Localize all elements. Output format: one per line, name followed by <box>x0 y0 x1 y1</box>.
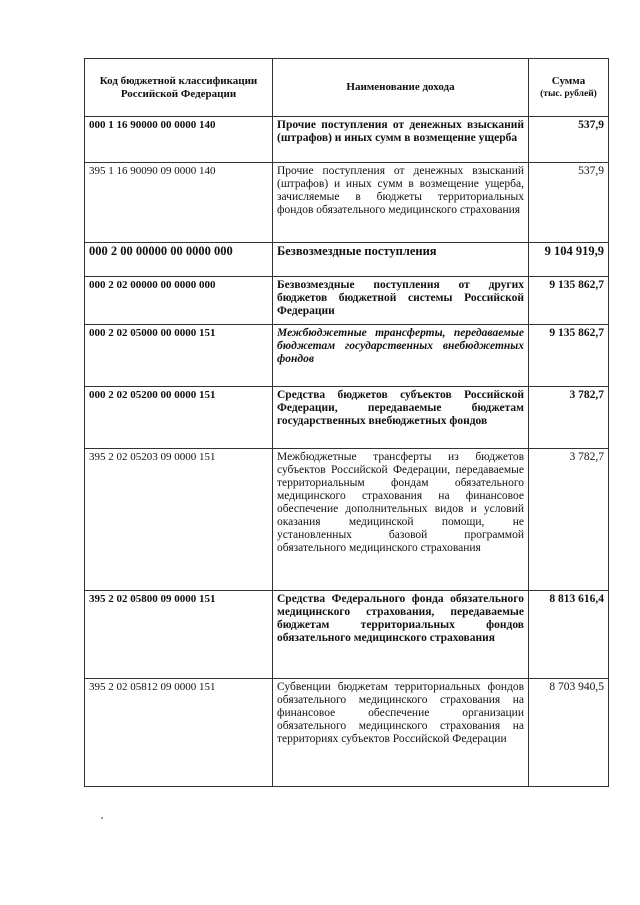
row-code: 395 1 16 90090 09 0000 140 <box>85 163 273 243</box>
row-code: 000 2 02 05000 00 0000 151 <box>85 325 273 387</box>
table-row <box>85 325 609 387</box>
scan-speck <box>101 817 103 819</box>
header-code-column: Код бюджетной классификации Российской Федерации <box>85 59 273 117</box>
row-name: Средства бюджетов субъектов Российской Федерации, передаваемые бюджетам государственных внебюджетных фондов <box>273 387 529 449</box>
table-row <box>85 163 609 243</box>
row-code: 395 2 02 05800 09 0000 151 <box>85 591 273 679</box>
row-code: 000 1 16 90000 00 0000 140 <box>85 117 273 163</box>
row-code: 000 2 02 05200 00 0000 151 <box>85 387 273 449</box>
row-name: Межбюджетные трансферты из бюджетов субъектов Российской Федерации, передаваемые территориальным фондам обязательного медицинского страхования на финансовое обеспечение дополнительных видов и условий оказания медицинской помощи, не установленных базовой программой обязательного медицинского страхования <box>273 449 529 591</box>
row-sum: 9 135 862,7 <box>529 325 609 387</box>
row-sum: 9 135 862,7 <box>529 277 609 325</box>
row-sum: 3 782,7 <box>529 449 609 591</box>
table-row <box>85 449 609 591</box>
row-sum: 8 703 940,5 <box>529 679 609 787</box>
header-sum-column <box>529 59 609 117</box>
row-name: Безвозмездные поступления <box>273 243 529 277</box>
table-row <box>85 243 609 277</box>
row-code: 000 2 02 00000 00 0000 000 <box>85 277 273 325</box>
row-sum: 537,9 <box>529 117 609 163</box>
row-name: Межбюджетные трансферты, передаваемые бюджетам государственных внебюджетных фондов <box>273 325 529 387</box>
row-code: 395 2 02 05812 09 0000 151 <box>85 679 273 787</box>
row-sum: 8 813 616,4 <box>529 591 609 679</box>
header-sum-unit: (тыс. рублей) <box>540 88 597 99</box>
table-row <box>85 117 609 163</box>
row-name: Прочие поступления от денежных взысканий (штрафов) и иных сумм в возмещение ущерба, зачисляемые в бюджеты территориальных фондов обязательного медицинского страхования <box>273 163 529 243</box>
row-sum: 537,9 <box>529 163 609 243</box>
row-name: Субвенции бюджетам территориальных фондов обязательного медицинского страхования на финансовое обеспечение организации обязательного медицинского страхования на территориях субъектов Российской Федерации <box>273 679 529 787</box>
row-code: 000 2 00 00000 00 0000 000 <box>85 243 273 277</box>
table-header-row <box>85 59 609 117</box>
table-row <box>85 591 609 679</box>
income-table <box>84 58 609 787</box>
table-row <box>85 679 609 787</box>
row-name: Средства Федерального фонда обязательного медицинского страхования, передаваемые бюджетам территориальных фондов обязательного медицинского страхования <box>273 591 529 679</box>
row-sum: 3 782,7 <box>529 387 609 449</box>
row-sum: 9 104 919,9 <box>529 243 609 277</box>
table-row <box>85 387 609 449</box>
header-name-column: Наименование дохода <box>273 59 529 117</box>
header-sum-label: Сумма <box>551 75 586 87</box>
row-name: Безвозмездные поступления от других бюджетов бюджетной системы Российской Федерации <box>273 277 529 325</box>
table-row <box>85 277 609 325</box>
row-code: 395 2 02 05203 09 0000 151 <box>85 449 273 591</box>
row-name: Прочие поступления от денежных взысканий (штрафов) и иных сумм в возмещение ущерба <box>273 117 529 163</box>
